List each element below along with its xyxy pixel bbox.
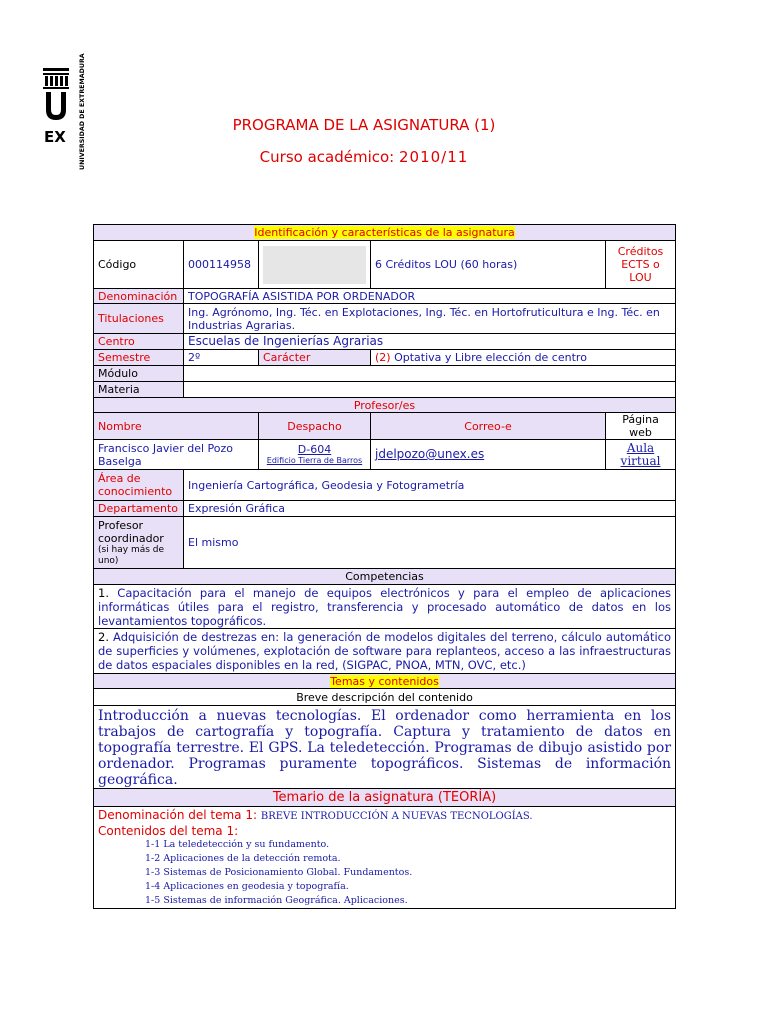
list-item: 1-1 La teledetección y su fundamento. — [145, 839, 330, 850]
list-item: 1-3 Sistemas de Posicionamiento Global. Fundamentos. — [145, 867, 413, 878]
email-link[interactable]: jdelpozo@unex.es — [375, 447, 485, 461]
codigo-blank-cell — [259, 241, 371, 289]
caracter-value: (2) Optativa y Libre elección de centro — [371, 350, 676, 366]
col-despacho: Despacho — [259, 413, 371, 440]
contenidos-list — [98, 838, 671, 908]
breve-text: Introducción a nuevas tecnologías. El ordenador como herramienta en los trabajos de cartografía y topografía. Captura y tratamiento de datos en topografía terrestre. El GPS. La teledetección. Programas de dibujo asistido por ordenador. Programas puramente topográficos. Sistemas de información geográfica. — [94, 706, 676, 789]
profesor-header: Profesor/es — [94, 398, 676, 413]
logo-mark: EX — [44, 128, 66, 146]
creditos-value: 6 Créditos LOU (60 horas) — [371, 241, 606, 289]
codigo-value: 000114958 — [184, 241, 259, 289]
semestre-value: 2º — [184, 350, 259, 366]
denominacion-value: TOPOGRAFÍA ASISTIDA POR ORDENADOR — [184, 289, 676, 304]
identificacion-header: Identificación y características de la asignatura — [94, 225, 676, 241]
modulo-label: Módulo — [94, 366, 184, 382]
breve-header: Breve descripción del contenido — [94, 689, 676, 706]
coordinador-label: Profesor coordinador — [98, 518, 164, 545]
profesor-correo-cell — [371, 440, 606, 470]
col-nombre: Nombre — [94, 413, 259, 440]
titulaciones-label: Titulaciones — [94, 304, 184, 334]
competencias-header: Competencias — [94, 569, 676, 585]
document-title: PROGRAMA DE LA ASIGNATURA (1) — [232, 116, 496, 134]
profesor-web-cell — [606, 440, 676, 470]
profesor-despacho — [259, 440, 371, 470]
codigo-label: Código — [94, 241, 184, 289]
tema1-block — [94, 807, 675, 908]
modulo-value — [184, 366, 676, 382]
centro-value: Escuelas de Ingenierías Agrarias — [184, 334, 676, 350]
tema1-title: Denominación del tema 1: BREVE INTRODUCCIÓN A NUEVAS TECNOLOGÍAS. — [98, 808, 533, 822]
area-value: Ingeniería Cartográfica, Geodesia y Fotogrametría — [184, 470, 676, 501]
materia-label: Materia — [94, 382, 184, 398]
semestre-label: Semestre — [94, 350, 184, 366]
departamento-label: Departamento — [94, 501, 184, 517]
temas-header: Temas y contenidos — [94, 674, 676, 689]
temario-cell — [94, 789, 676, 909]
col-web: Página web — [606, 413, 676, 440]
materia-value — [184, 382, 676, 398]
list-item: 1-5 Sistemas de información Geográfica. Aplicaciones. — [145, 895, 408, 906]
despacho-link[interactable]: D-604 — [297, 442, 332, 456]
denominacion-label: Denominación — [94, 289, 184, 304]
contenidos-label: Contenidos del tema 1: — [98, 824, 239, 838]
temario-header: Temario de la asignatura (TEORÍA) — [94, 789, 675, 807]
coordinador-value: El mismo — [184, 517, 676, 569]
centro-label: Centro — [94, 334, 184, 350]
academic-year: Curso académico: 2010/11 — [259, 148, 469, 166]
col-correo: Correo-e — [371, 413, 606, 440]
competencia-2: 2. Adquisición de destrezas en: la generación de modelos digitales del terreno, cálculo automático de superficies y volúmenes, explotación de software para replanteos, acceso a las infraestructuras de datos espaciales disponibles en la red, (SIGPAC, PNOA, MTN, OVC, etc.) — [94, 629, 676, 674]
aula-virtual-link[interactable]: Aula virtual — [620, 440, 661, 468]
area-label: Área de conocimiento — [94, 470, 184, 501]
creditos-header: Créditos ECTS o LOU — [606, 241, 676, 289]
list-item: 1-4 Aplicaciones en geodesia y topografía. — [145, 881, 349, 892]
competencia-1: 1. Capacitación para el manejo de equipos electrónicos y para el empleo de aplicaciones informáticas útiles para el registro, transferencia y procesado automático de datos en los levantamientos topográficos. — [94, 585, 676, 629]
list-item: 1-2 Aplicaciones de la detección remota. — [145, 853, 341, 864]
profesor-nombre: Francisco Javier del Pozo Baselga — [94, 440, 259, 470]
departamento-value: Expresión Gráfica — [184, 501, 676, 517]
caracter-label: Carácter — [259, 350, 371, 366]
coordinador-sub: (si hay más de uno) — [98, 544, 165, 566]
course-table — [93, 224, 676, 909]
despacho-sub: Edificio Tierra de Barros — [266, 455, 363, 465]
logo-vertical-text: UNIVERSIDAD DE EXTREMADURA — [79, 53, 86, 170]
titulaciones-value: Ing. Agrónomo, Ing. Téc. en Explotaciones, Ing. Téc. en Hortofruticultura e Ing. Téc. en Industrias Agrarias. — [184, 304, 676, 334]
coordinador-label-cell — [94, 517, 184, 569]
